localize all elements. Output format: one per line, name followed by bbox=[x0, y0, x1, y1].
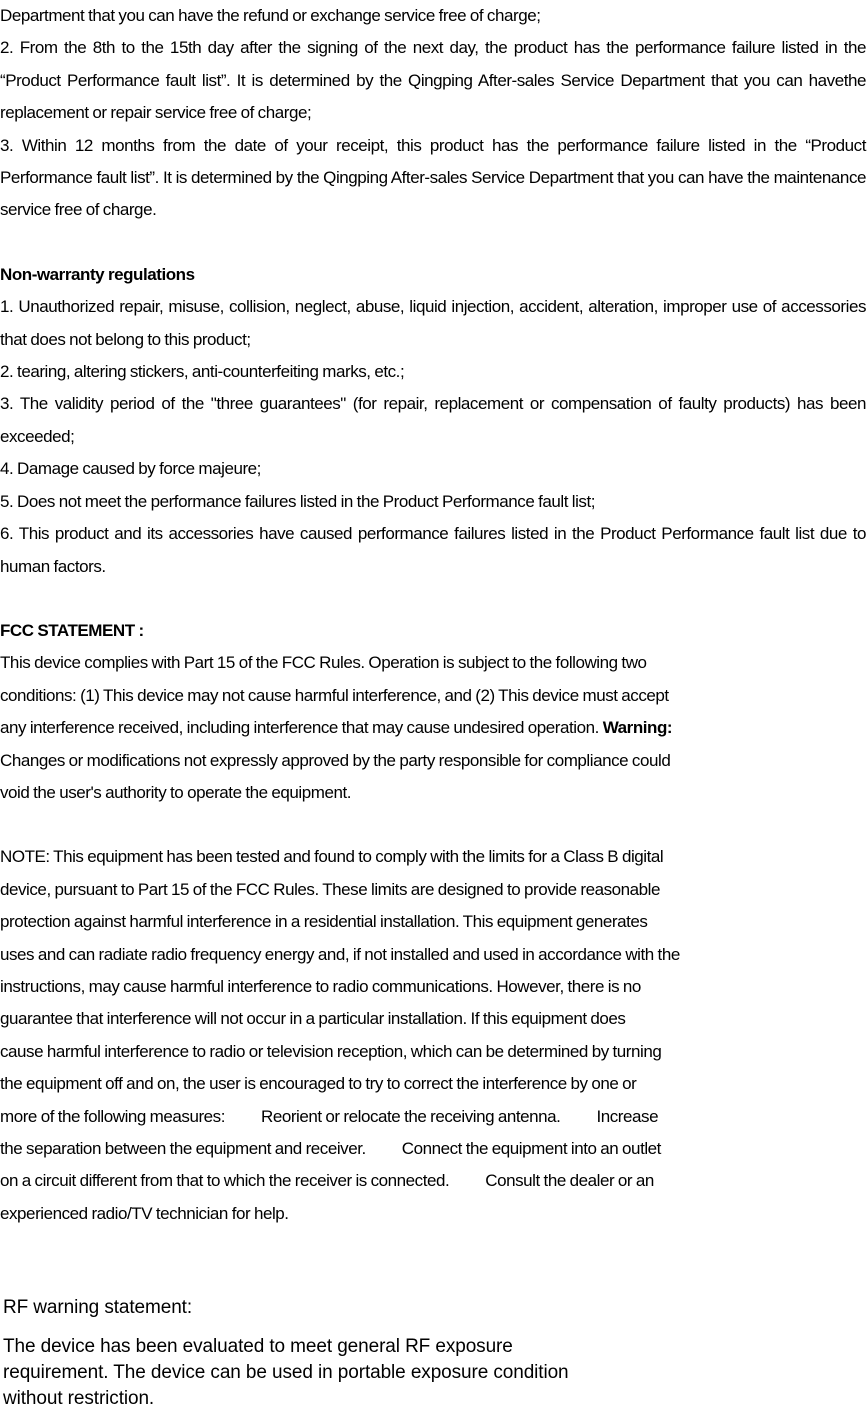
fcc-line: Changes or modifications not expressly approved by the party responsible for compliance could bbox=[0, 750, 671, 770]
measure-connect: Connect the equipment into an outlet bbox=[401, 1139, 661, 1158]
measure-increase: Increase bbox=[596, 1106, 659, 1126]
warranty-item-2: 2. From the 8th to the 15th day after the signing of the next day, the product has the performance failure listed in the “Product Performance fault list”. It is determined by the Qingping After-sales Service Department that you can havethe replacement or repair service free of charge; bbox=[0, 38, 866, 123]
note-line: uses and can radiate radio frequency energy and, if not installed and used in accordance with the bbox=[0, 944, 680, 964]
rf-warning-line: The device has been evaluated to meet general RF exposure bbox=[3, 1336, 513, 1357]
note-line: protection against harmful interference in a residential installation. This equipment generates bbox=[0, 912, 648, 932]
non-warranty-item-6: 6. This product and its accessories have caused performance failures listed in the Product Performance fault list due to human factors. bbox=[0, 524, 866, 576]
measure-consult: Consult the dealer or an bbox=[485, 1171, 654, 1191]
rf-warning-line: without restriction. bbox=[3, 1388, 155, 1409]
note-line: cause harmful interference to radio or television reception, which can be determined by turning bbox=[0, 1041, 662, 1061]
rf-warning-section bbox=[3, 1296, 643, 1412]
non-warranty-item-1: 1. Unauthorized repair, misuse, collision, neglect, abuse, liquid injection, accident, alteration, improper use of accessories that does not belong to this product; bbox=[0, 297, 866, 349]
rf-warning-line: requirement. The device can be used in portable exposure condition bbox=[3, 1362, 569, 1383]
warranty-item-1-tail: Department that you can have the refund or exchange service free of charge; bbox=[0, 6, 541, 25]
section-gap bbox=[0, 809, 866, 841]
fcc-heading: FCC STATEMENT : bbox=[0, 620, 144, 640]
note-line: the equipment off and on, the user is encouraged to try to correct the interference by one or bbox=[0, 1074, 637, 1094]
note-line: guarantee that interference will not occur in a particular installation. If this equipment does bbox=[0, 1009, 626, 1029]
non-warranty-item-3: 3. The validity period of the "three guarantees" (for repair, replacement or compensation of faulty products) has been exceeded; bbox=[0, 394, 866, 446]
fcc-line: conditions: (1) This device may not cause harmful interference, and (2) This device must accept bbox=[0, 685, 669, 705]
fcc-line-warning bbox=[0, 712, 866, 744]
rf-warning-body bbox=[3, 1334, 643, 1412]
note-line: experienced radio/TV technician for help. bbox=[0, 1203, 289, 1223]
non-warranty-item-4: 4. Damage caused by force majeure; bbox=[0, 459, 261, 479]
note-line-measures bbox=[0, 1133, 866, 1165]
fcc-line-text: any interference received, including interference that may cause undesired operation. bbox=[0, 718, 603, 738]
fcc-line: void the user's authority to operate the equipment. bbox=[0, 782, 352, 802]
warranty-item-3: 3. Within 12 months from the date of your receipt, this product has the performance failure listed in the “Product Performance fault list”. It is determined by the Qingping After-sales Service Department that you can have the maintenance service free of charge. bbox=[0, 135, 866, 220]
note-line: NOTE: This equipment has been tested and found to comply with the limits for a Class B digital bbox=[0, 847, 664, 867]
measure-connect-cont: on a circuit different from that to which the receiver is connected. bbox=[0, 1171, 450, 1191]
section-gap bbox=[0, 583, 866, 615]
note-line: instructions, may cause harmful interference to radio communications. However, there is no bbox=[0, 976, 641, 996]
warning-label: Warning: bbox=[602, 718, 673, 738]
fcc-line: This device complies with Part 15 of the FCC Rules. Operation is subject to the following two bbox=[0, 653, 647, 673]
measure-reorient: Reorient or relocate the receiving antenna. bbox=[261, 1106, 561, 1126]
note-line-measures bbox=[0, 1101, 866, 1133]
non-warranty-item-5: 5. Does not meet the performance failures listed in the Product Performance fault list; bbox=[0, 491, 595, 511]
section-gap bbox=[0, 227, 866, 259]
measures-intro: more of the following measures: bbox=[0, 1106, 225, 1126]
note-line-measures bbox=[0, 1165, 866, 1197]
non-warranty-item-2: 2. tearing, altering stickers, anti-counterfeiting marks, etc.; bbox=[0, 362, 405, 382]
measure-increase-cont: the separation between the equipment and receiver. bbox=[0, 1139, 366, 1158]
note-line: device, pursuant to Part 15 of the FCC Rules. These limits are designed to provide reasonable bbox=[0, 879, 661, 899]
non-warranty-heading: Non-warranty regulations bbox=[0, 264, 195, 284]
rf-warning-title: RF warning statement: bbox=[3, 1297, 193, 1318]
